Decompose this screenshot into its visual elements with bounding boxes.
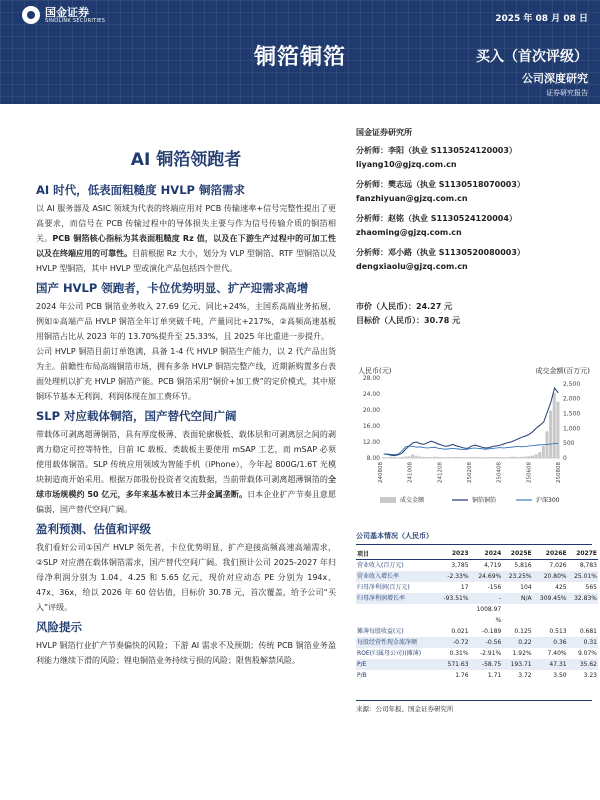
paragraph-text: 带载体可剥离超薄铜箔，具有厚度极薄、表面轮廓极低、载体层和可剥离层之间的剥离力稳定可控等特性，目前 IC 载板、类载板主要使用 mSAP 工艺，而 mSAP 必须使用载体铜箔。SLP 传统应用领域为智能手机（iPhone），今年起 800G/1.6T 光模块制造商开始采用。根据万郎股份投资者交流数据，当前带载体可剥离超薄铜箔的 [36, 430, 336, 484]
volume-bar [506, 457, 509, 458]
analyst-line: 分析师：李阳（执业 S1130524120003） [356, 146, 517, 155]
paragraph-text: 以 AI 服务器及 ASIC 领域为代表的终端应用对 PCB 传输速率+信号完整性提出了更高要求，而信号在 PCB 传输过程中的导体损失主要与作为信号传输介质的铜箔相关。 [36, 204, 336, 243]
table-cell [533, 604, 568, 615]
table-cell: 35.62 [568, 659, 598, 670]
price-chart [356, 364, 592, 514]
volume-bar [484, 457, 487, 458]
table-cell: 565 [585, 584, 597, 591]
table-cell: 营业收入增长率 [356, 571, 437, 582]
volume-bar [382, 457, 385, 458]
table-cell: 1.71 [487, 672, 502, 679]
research-institute: 国金证券研究所 [356, 128, 412, 137]
table-cell: -2.33% [437, 571, 470, 582]
paragraph-text: 2024 年公司 PCB 铜箔业务收入 27.69 亿元、同比+24%，主国系高端业务拓展，例如①高端产品 HVLP 铜箔全年订单突破千吨，产量同比+217%，②高频高速基板用铜箔占比从 2023 年的 13.70%提升至 25.33%，且 2025 年比重进一步提升。 [36, 302, 336, 341]
volume-bar [502, 457, 505, 458]
x-tick-label: 250408 [496, 462, 503, 483]
volume-bar [440, 457, 443, 458]
financial-table [356, 548, 598, 681]
market-price: 市价（人民币）：24.27 元 [356, 302, 453, 311]
volume-bar [436, 457, 439, 458]
y-left-tick-label: 28.00 [362, 375, 380, 382]
section-heading: SLP 对应载体铜箔，国产替代空间广阔 [36, 409, 237, 423]
volume-bar [538, 452, 541, 458]
table-cell: -0.189 [481, 628, 502, 635]
volume-bar [542, 446, 545, 458]
volume-bar [447, 457, 450, 458]
logo-subtext: SINOLINK SECURITIES [45, 17, 106, 24]
report-type: 公司深度研究 [522, 72, 588, 85]
volume-bar [404, 457, 407, 458]
table-row [356, 571, 598, 582]
x-tick-label: 241208 [437, 462, 444, 483]
y-right-tick-label: 1,500 [563, 410, 581, 418]
legend-swatch-volume [380, 497, 396, 503]
x-tick-label: 241008 [407, 462, 414, 483]
section-paragraph [36, 540, 336, 615]
logo-icon [22, 6, 40, 24]
paragraph-text: HVLP 铜箔行业扩产节奏偏快的风险；下游 AI 需求不及预期；传统 PCB 铜箔业务盈利能力继续下滑的风险；锂电铜箔业务持续亏损的风险；限售股解禁风险。 [36, 641, 336, 665]
section-paragraph [36, 344, 336, 404]
table-row [356, 648, 598, 659]
table-cell: % [495, 617, 502, 624]
volume-bar [520, 457, 523, 458]
section-heading: 国产 HVLP 领跑者，卡位优势明显、扩产迎需求高增 [36, 281, 309, 295]
volume-bar [415, 456, 418, 458]
table-cell: -58.75 [470, 659, 503, 670]
analyst-email: dengxiaolu@gjzq.com.cn [356, 262, 468, 271]
table-cell: 23.25% [502, 571, 532, 582]
volume-bar [386, 457, 389, 458]
chart-left-axis-title: 人民币(元) [358, 367, 392, 375]
table-cell: 8,783 [579, 562, 597, 569]
section-paragraph [36, 201, 336, 276]
y-right-tick-label: 2,500 [563, 380, 581, 388]
table-row [356, 560, 598, 572]
table-cell [437, 615, 470, 626]
table-header-cell: 2024 [470, 548, 503, 560]
table-cell: 9.07% [577, 650, 597, 657]
table-cell: 0.021 [451, 628, 469, 635]
table-cell: 32.83% [568, 593, 598, 604]
analyst-panel [356, 127, 592, 328]
table-cell: 1008.97 [476, 606, 502, 613]
table-cell: 47.31 [533, 659, 568, 670]
table-cell: 0.31% [449, 650, 469, 657]
fin-table-title: 公司基本情况（人民币） [356, 531, 592, 545]
legend-index: 沪深300 [536, 497, 560, 504]
paragraph-text: 日本企业扩产节奏且意愿偏弱，国产替代空间广阔。 [36, 490, 337, 514]
section-heading: 盈利预测、估值和评级 [36, 522, 151, 536]
table-cell: 归母净利润增长率 [356, 593, 437, 604]
table-header-cell: 2026E [533, 548, 568, 560]
analyst-line: 分析师：赵铭（执业 S1130524120004） [356, 214, 517, 223]
volume-bar [458, 457, 461, 458]
table-cell: 0.22 [502, 637, 532, 648]
table-cell [356, 615, 437, 626]
volume-bar [400, 457, 403, 458]
y-right-tick-label: 500 [563, 440, 575, 448]
table-cell: 0.36 [533, 637, 568, 648]
analyst-email: zhaoming@gjzq.com.cn [356, 228, 462, 237]
rating-badge: 买入（首次评级） [476, 49, 588, 65]
analyst-email: liyang10@gjzq.com.cn [356, 160, 457, 169]
table-row [356, 637, 598, 648]
table-cell: 0.681 [579, 628, 597, 635]
table-header-cell: 2027E [568, 548, 598, 560]
volume-bar [455, 457, 458, 458]
volume-bar [553, 393, 556, 458]
volume-bar [389, 457, 392, 458]
table-row [356, 659, 598, 670]
table-cell: 25.01% [568, 571, 598, 582]
paragraph-text: 目前根据 Rz 大小，划分为 VLP 型铜箔、RTF 型铜箔以及 HVLP 型铜箔，其中 HVLP 型或演化产品包括四个世代。 [36, 249, 336, 273]
y-right-tick-label: 2,000 [563, 395, 581, 403]
chart-right-axis-title: 成交金额(百万元) [535, 367, 590, 375]
y-left-tick-label: 24.00 [362, 391, 380, 398]
section-paragraph [36, 427, 336, 517]
volume-bar [491, 457, 494, 458]
section-heading: AI 时代，低表面粗糙度 HVLP 铜箔需求 [36, 183, 245, 197]
volume-bar [462, 457, 465, 458]
company-title: 铜箔铜箔 [253, 45, 346, 70]
volume-bar [407, 456, 410, 458]
volume-bar [444, 457, 447, 458]
table-cell: 104 [520, 584, 532, 591]
table-row [356, 615, 598, 626]
volume-bar [516, 457, 519, 458]
table-cell: 24.69% [470, 571, 503, 582]
table-header-cell: 2025E [502, 548, 532, 560]
volume-bar [473, 457, 476, 458]
table-row [356, 670, 598, 681]
volume-bar [535, 454, 538, 458]
table-source: 来源：公司年报、国金证券研究所 [356, 700, 592, 713]
y-left-tick-label: 12.00 [362, 439, 380, 446]
table-cell: 7.40% [547, 650, 567, 657]
x-tick-label: 250608 [526, 462, 533, 483]
table-cell: 5,816 [514, 562, 532, 569]
table-cell: -156 [487, 584, 502, 591]
table-cell: 20.80% [533, 571, 568, 582]
table-cell: N/A [502, 593, 532, 604]
x-tick-label: 250208 [467, 462, 473, 483]
table-cell: 571.63 [437, 659, 470, 670]
table-cell: -2.91% [480, 650, 502, 657]
analyst-email: fanzhiyuan@gjzq.com.cn [356, 194, 468, 203]
table-cell: 3.50 [553, 672, 567, 679]
y-left-tick-label: 8.00 [366, 455, 380, 462]
volume-bar [498, 457, 501, 458]
volume-bar [509, 457, 512, 458]
table-cell: 摊薄每股收益(元) [357, 628, 404, 635]
table-row [356, 593, 598, 604]
x-tick-label: 240808 [378, 462, 384, 483]
legend-volume: 成交金额 [400, 497, 425, 504]
table-cell [356, 604, 437, 615]
volume-bar [418, 457, 421, 458]
table-cell: ROE(归属母公司)(摊薄) [357, 650, 422, 657]
analyst-line: 分析师：樊志远（执业 S1130518070003） [356, 180, 525, 189]
volume-bar [451, 457, 454, 458]
table-cell: -0.72 [437, 637, 470, 648]
doc-title: AI 铜箔领跑者 [130, 150, 242, 170]
volume-bar [524, 457, 527, 458]
table-row [356, 626, 598, 637]
table-cell: 17 [460, 584, 469, 591]
table-cell: P/B [357, 672, 367, 679]
table-header-cell: 2023 [437, 548, 470, 560]
y-right-tick-label: 1,000 [563, 425, 581, 433]
table-cell [568, 604, 598, 615]
table-row [356, 604, 598, 615]
table-cell: 1.76 [455, 672, 469, 679]
paragraph-bold-text: 全球市场规模约 50 亿元，多年来基本被日本三井金属垄断。 [36, 475, 336, 499]
volume-bar [397, 457, 400, 458]
volume-bar [556, 402, 559, 458]
logo-text: 国金证券 [45, 5, 89, 19]
x-tick-label: 250808 [556, 462, 562, 483]
volume-bar [426, 457, 429, 458]
volume-bar [527, 456, 530, 458]
analyst-list [356, 144, 592, 274]
table-row [356, 582, 598, 593]
analyst-line: 分析师：邓小路（执业 S1130520080003） [356, 248, 525, 257]
table-cell: 3.23 [583, 672, 597, 679]
table-cell [568, 615, 598, 626]
volume-bar [393, 457, 396, 458]
price-chart-svg [356, 364, 592, 514]
table-cell: 1.92% [512, 650, 532, 657]
y-right-tick-label: 0 [563, 455, 567, 462]
table-cell: -0.56 [470, 637, 503, 648]
y-left-tick-label: 20.00 [362, 407, 380, 414]
table-cell: 3.72 [518, 672, 532, 679]
table-cell: 归母净利润(百万元) [357, 584, 410, 591]
table-cell: 每股经营性现金流净额 [356, 637, 437, 648]
volume-bar [433, 457, 436, 458]
volume-bar [487, 457, 490, 458]
legend-stock: 铜箔铜箔 [472, 497, 497, 504]
volume-bar [476, 457, 479, 458]
table-cell: - [470, 593, 503, 604]
summary-sections [36, 182, 336, 668]
section-paragraph [36, 638, 336, 668]
table-cell: 0.31 [568, 637, 598, 648]
paragraph-bold-text: PCB 铜箔核心指标为其表面粗糙度 Rz 值，以及在下游生产过程中的可加工性以及在终端应用的可靠性。 [36, 234, 336, 258]
table-header-cell: 项目 [356, 548, 437, 560]
paragraph-text: 我们看好公司①国产 HVLP 领先者，卡位优势明显、扩产迎接高频高速高端需求，②SLP 对应潜在载体铜箔需求，国产替代空间广阔。我们预计公司 2025-2027 年归母净利润分别为 1.04、4.25 和 5.65 亿元，现价对应动态 PE 分别为 194x、47x、36x，给以 2026 年 60 倍估值，目标价 30.78 元，首次覆盖，给予公司“买入”评级。 [36, 543, 336, 612]
company-logo [22, 6, 105, 24]
table-cell [502, 615, 532, 626]
table-cell [533, 615, 568, 626]
paragraph-text: 公司 HVLP 铜箔目前订单饱满，具备 1-4 代 HVLP 铜箔生产能力，以 2 代产品出货为主。前瞻性布局高端铜箔市场，拥有多条 HVLP 铜箔完整产线，近期新购置多台表面处理机以扩充 HVLP 铜箔产能。PCB 铜箔采用“铜价+加工费”的定价模式，其中原铜环节基本无利润、利润体现在加工费环节。 [36, 347, 336, 401]
table-cell [437, 604, 470, 615]
table-cell: 0.513 [549, 628, 567, 635]
report-date: 2025 年 08 月 08 日 [495, 14, 588, 24]
table-cell [502, 604, 532, 615]
table-cell: 7,026 [549, 562, 567, 569]
table-cell: P/E [356, 659, 437, 670]
table-cell: 3,785 [451, 562, 469, 569]
volume-bar [480, 457, 483, 458]
y-left-tick-label: 16.00 [362, 423, 380, 430]
volume-bar [469, 457, 472, 458]
table-cell: 193.71 [502, 659, 532, 670]
volume-bar [549, 411, 552, 458]
volume-bar [531, 456, 534, 458]
table-cell: 425 [555, 584, 567, 591]
section-heading: 风险提示 [36, 620, 82, 634]
table-cell: 0.125 [514, 628, 532, 635]
table-cell: 营业收入(百万元) [357, 562, 404, 569]
table-cell: -93.51% [437, 593, 470, 604]
volume-bar [513, 457, 516, 458]
summary-column [36, 140, 336, 668]
report-header [0, 0, 600, 104]
volume-bar [422, 457, 425, 458]
target-price: 目标价（人民币）：30.78 元 [356, 316, 461, 325]
report-subtype: 证券研究报告 [546, 89, 588, 97]
table-cell: 4,719 [484, 562, 502, 569]
volume-bar [466, 457, 469, 458]
table-cell: 309.45% [533, 593, 568, 604]
section-paragraph [36, 299, 336, 344]
volume-bar [495, 457, 498, 458]
volume-bar [411, 454, 414, 458]
volume-bar [429, 457, 432, 458]
